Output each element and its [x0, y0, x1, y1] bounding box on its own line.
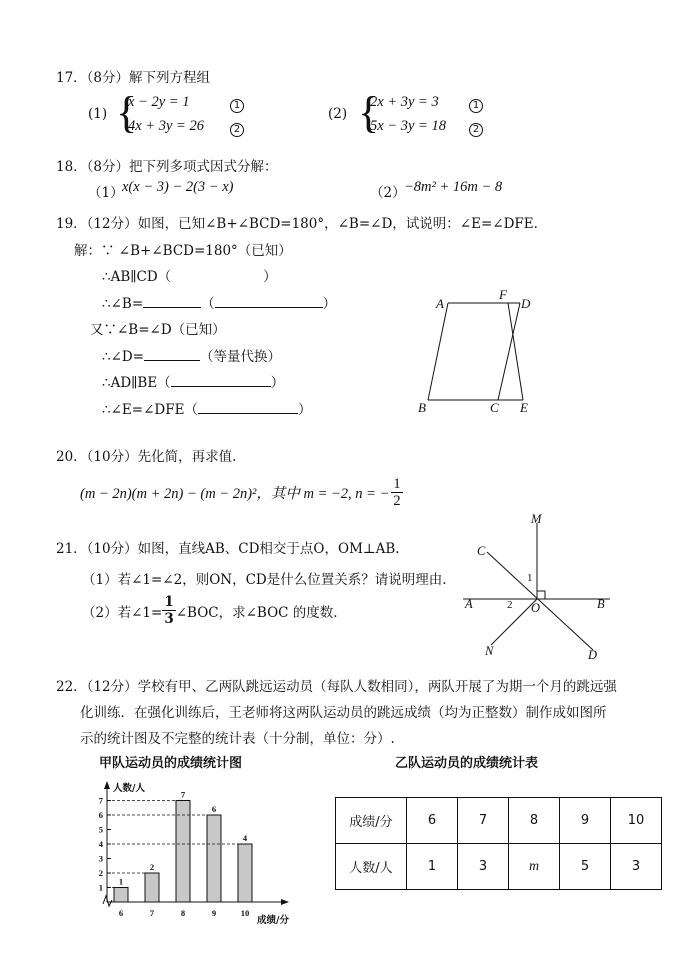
q21-part1: （1）若∠1=∠2，则ON，CD是什么位置关系？请说明理由. — [82, 572, 447, 588]
table-cell: 8 — [509, 798, 560, 844]
q17-header: 17．（8分）解下列方程组 — [56, 70, 211, 86]
x-tick-label: 6 — [118, 908, 124, 918]
y-tick-label: 2 — [98, 868, 103, 878]
q21-angle-2: 2 — [507, 599, 513, 611]
q19-label-F: F — [499, 288, 507, 302]
q22-line3: 示的统计图及不完整的统计表（十分制，单位：分）. — [80, 731, 395, 747]
q19-line7: ∴∠E=∠DFE（ ） — [102, 402, 312, 418]
q19-label-A: A — [436, 296, 444, 311]
y-tick-label: 7 — [98, 795, 103, 806]
table-cell: 9 — [560, 798, 611, 844]
q21-part2: （2）若∠1= $\frac{1}{3}$ ∠BOC，求∠BOC 的度数. — [82, 594, 338, 627]
table-cell: 6 — [407, 798, 458, 844]
q21-angle-1: 1 — [527, 572, 533, 584]
q17-brace-2: { — [358, 88, 380, 137]
q21-label-C: C — [477, 544, 486, 558]
q17-brace-1: { — [116, 88, 138, 137]
q19-label-C: C — [490, 400, 499, 415]
x-axis-arrow — [281, 899, 289, 905]
q22-line1: 22．（12分）学校有甲、乙两队跳远运动员（每队人数相同），两队开展了为期一个月的跳远强 — [56, 679, 617, 695]
q21-label-M: M — [531, 512, 542, 526]
bar — [145, 873, 159, 902]
q17-p1-eq1: x − 2y = 1 — [128, 94, 190, 110]
y-tick-label: 6 — [98, 810, 103, 820]
x-tick-label: 7 — [149, 908, 155, 918]
q21-label-A: A — [465, 597, 473, 611]
q19-line3: ∴∠B= （ ） — [102, 296, 337, 312]
chart-title: 甲队运动员的成绩统计图 — [99, 756, 243, 771]
q20-header: 20．（10分）先化简，再求值. — [56, 449, 237, 465]
bar-value-label: 4 — [242, 833, 248, 843]
score-table — [335, 797, 662, 890]
table-cell: 5 — [560, 844, 611, 890]
x-tick-label: 9 — [211, 908, 217, 918]
q19-header: 19．（12分）如图，已知∠B+∠BCD=180°，∠B=∠D，试说明：∠E=∠DFE. — [56, 216, 538, 232]
q17-marker-1b: 1 — [469, 96, 483, 113]
table-cell: 人数/人 — [336, 844, 407, 890]
q17-p2-eq2: 5x − 3y = 18 — [370, 118, 446, 134]
bar-value-label: 6 — [211, 804, 217, 814]
q18-part2-expr: −8m² + 16m − 8 — [404, 179, 503, 195]
bar — [176, 801, 190, 903]
q17-marker-2b: 2 — [469, 120, 483, 137]
x-axis-title: 成绩/分 — [257, 915, 289, 926]
q18-part1-expr: x(x − 3) − 2(3 − x) — [122, 179, 234, 195]
q18-part2-label: （2） — [370, 185, 406, 201]
q19-line6: ∴AD∥BE（ ） — [102, 375, 285, 391]
bar — [238, 844, 252, 902]
q19-label-B: B — [418, 400, 426, 415]
y-tick-label: 4 — [98, 839, 103, 849]
bar-chart — [85, 777, 310, 927]
table-row — [336, 798, 662, 844]
x-tick-label: 8 — [180, 908, 186, 918]
table-cell: 7 — [458, 798, 509, 844]
q19-label-E: E — [520, 400, 528, 415]
q19-line1: 解：∵ ∠B+∠BCD=180°（已知） — [74, 243, 292, 259]
q17-marker-2a: 2 — [230, 120, 244, 137]
table-title: 乙队运动员的成绩统计表 — [395, 756, 539, 771]
table-cell: 3 — [458, 844, 509, 890]
q21-label-N: N — [485, 644, 494, 658]
bar — [207, 815, 221, 902]
q19-line2: ∴AB∥CD（ ） — [102, 269, 277, 285]
q18-part1-label: （1） — [88, 185, 124, 201]
q17-p1-eq2: 4x + 3y = 26 — [128, 118, 204, 134]
q21-header: 21．（10分）如图，直线AB、CD相交于点O，OM⊥AB. — [56, 541, 400, 557]
q21-label-D: D — [588, 648, 598, 662]
table-cell: 1 — [407, 844, 458, 890]
q17-p2-eq1: 2x + 3y = 3 — [370, 94, 439, 110]
y-axis-title: 人数/人 — [113, 783, 145, 794]
table-cell: 10 — [611, 798, 662, 844]
q21-figure — [455, 505, 620, 665]
y-tick-label: 3 — [98, 853, 103, 864]
y-axis-arrow — [104, 781, 110, 789]
q22-line2: 化训练．在强化训练后，王老师将这两队运动员的跳远成绩（均为正整数）制作成如图所 — [80, 705, 607, 721]
q21-label-O: O — [531, 601, 541, 615]
bar-value-label: 2 — [149, 862, 155, 872]
q19-label-D: D — [521, 296, 531, 311]
table-row — [336, 844, 662, 890]
q18-header: 18．（8分）把下列多项式因式分解： — [56, 159, 278, 175]
y-tick-label: 5 — [98, 824, 103, 835]
y-tick-label: 1 — [98, 882, 103, 893]
q17-part2-label: (2) — [328, 106, 348, 122]
q19-line4: 又∵∠B=∠D（已知） — [90, 322, 226, 338]
bar-value-label: 7 — [180, 789, 186, 800]
q20-expression: (m − 2n)(m + 2n) − (m − 2n)²，其中 m = −2, n = − $\frac{1}{2}$ — [80, 476, 401, 509]
table-cell: 成绩/分 — [336, 798, 407, 844]
table-cell: m — [509, 844, 560, 890]
q17-marker-1a: 1 — [230, 96, 244, 113]
bar-value-label: 1 — [118, 876, 124, 887]
q21-label-B: B — [597, 597, 605, 611]
q17-part1-label: (1) — [88, 106, 108, 122]
q19-figure — [410, 288, 550, 418]
table-cell: 3 — [611, 844, 662, 890]
x-tick-label: 10 — [240, 908, 250, 918]
bar — [114, 888, 128, 903]
q19-line5: ∴∠D= （等量代换） — [102, 349, 282, 365]
